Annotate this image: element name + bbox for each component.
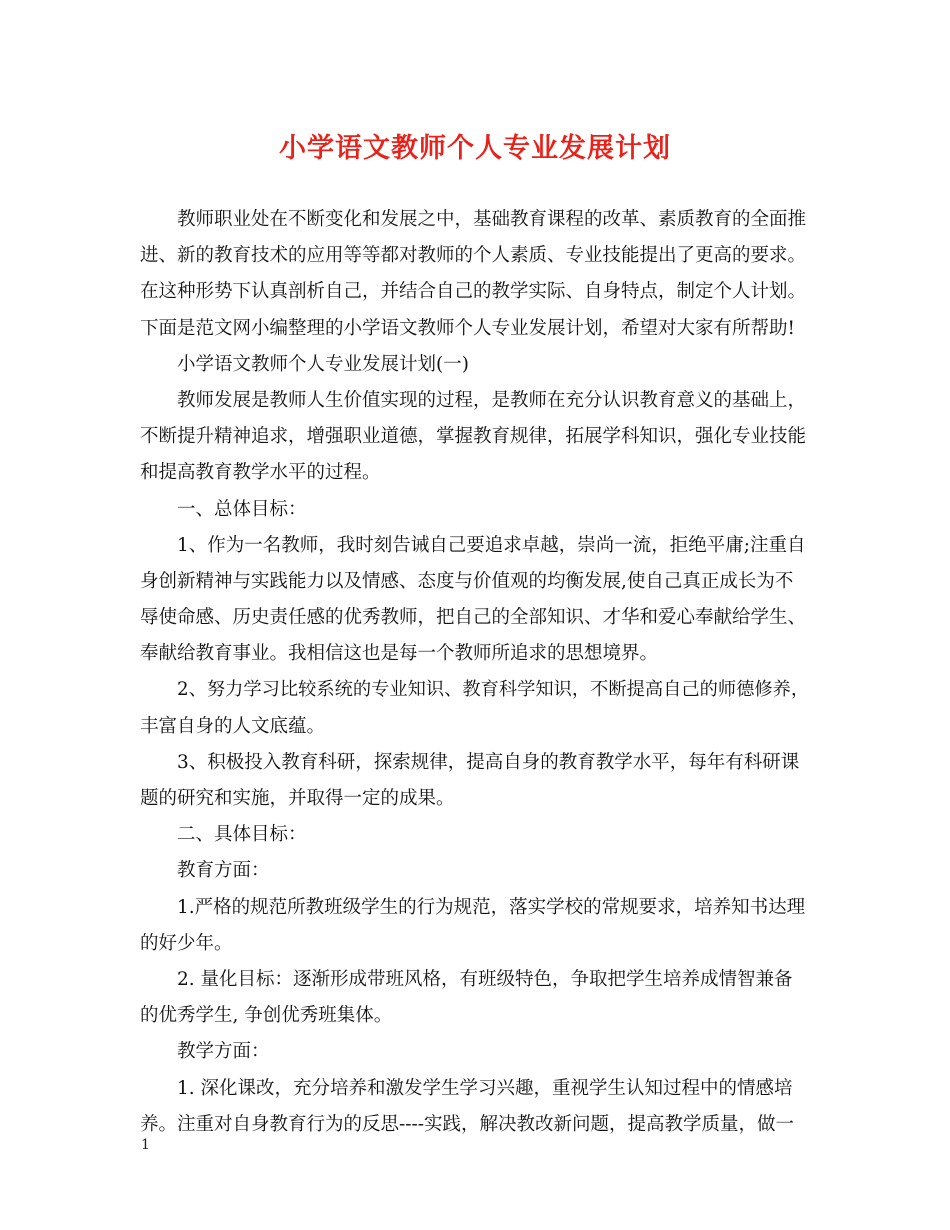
- text-line: 2、努力学习比较系统的专业知识、教育科学知识，不断提高自己的师德修养，: [177, 679, 810, 701]
- text-line: 进、新的教育技术的应用等等都对教师的个人素质、专业技能提出了更高的要求。: [140, 245, 807, 267]
- text-line: 教师发展是教师人生价值实现的过程，是教师在充分认识教育意义的基础上，: [177, 389, 807, 411]
- text-line: 1.严格的规范所教班级学生的行为规范，落实学校的常规要求，培养知书达理: [177, 896, 806, 918]
- text-line: 1、作为一名教师，我时刻告诫自己要追求卓越，崇尚一流，拒绝平庸;注重自: [177, 534, 806, 556]
- text-line: 身创新精神与实践能力以及情感、态度与价值观的均衡发展,使自己真正成长为不: [140, 570, 794, 592]
- text-line: 2. 量化目标：逐渐形成带班风格，有班级特色，争取把学生培养成情智兼备: [177, 968, 793, 990]
- text-line: 在这种形势下认真剖析自己，并结合自己的教学实际、自身特点，制定个人计划。: [140, 281, 807, 303]
- text-line: 题的研究和实施，并取得一定的成果。: [140, 788, 455, 809]
- text-line: 教学方面：: [177, 1041, 270, 1063]
- text-line: 二、具体目标：: [177, 824, 307, 846]
- document-title: 小学语文教师个人专业发展计划: [279, 133, 671, 164]
- text-line: 和提高教育教学水平的过程。: [140, 462, 381, 484]
- text-line: 的优秀学生, 争创优秀班集体。: [140, 1005, 393, 1027]
- text-line: 的好少年。: [140, 932, 233, 954]
- text-line: 教育方面：: [177, 860, 270, 882]
- text-line: 奉献给教育事业。我相信这也是每一个教师所追求的思想境界。: [140, 643, 659, 665]
- text-line: 辱使命感、历史责任感的优秀教师，把自己的全部知识、才华和爱心奉献给学生、: [140, 607, 807, 629]
- text-line: 小学语文教师个人专业发展计划(一): [177, 353, 469, 375]
- text-line: 不断提升精神追求，增强职业道德，掌握教育规律，拓展学科知识，强化专业技能: [140, 426, 807, 448]
- text-line: 1. 深化课改，充分培养和激发学生学习兴趣，重视学生认知过程中的情感培: [177, 1077, 793, 1099]
- text-line: 教师职业处在不断变化和发展之中，基础教育课程的改革、素质教育的全面推: [177, 209, 807, 230]
- text-line: 养。注重对自身教育行为的反思----实践，解决教改新问题，提高教学质量，做一: [140, 1113, 795, 1135]
- page-number: 1: [141, 1137, 150, 1153]
- text-line: 下面是范文网小编整理的小学语文教师个人专业发展计划，希望对大家有所帮助!: [140, 317, 795, 339]
- text-line: 一、总体目标：: [177, 498, 307, 520]
- text-line: 丰富自身的人文底蕴。: [140, 715, 326, 737]
- text-line: 3、积极投入教育科研，探索规律，提高自身的教育教学水平，每年有科研课: [177, 751, 800, 773]
- document-body: [140, 202, 810, 1143]
